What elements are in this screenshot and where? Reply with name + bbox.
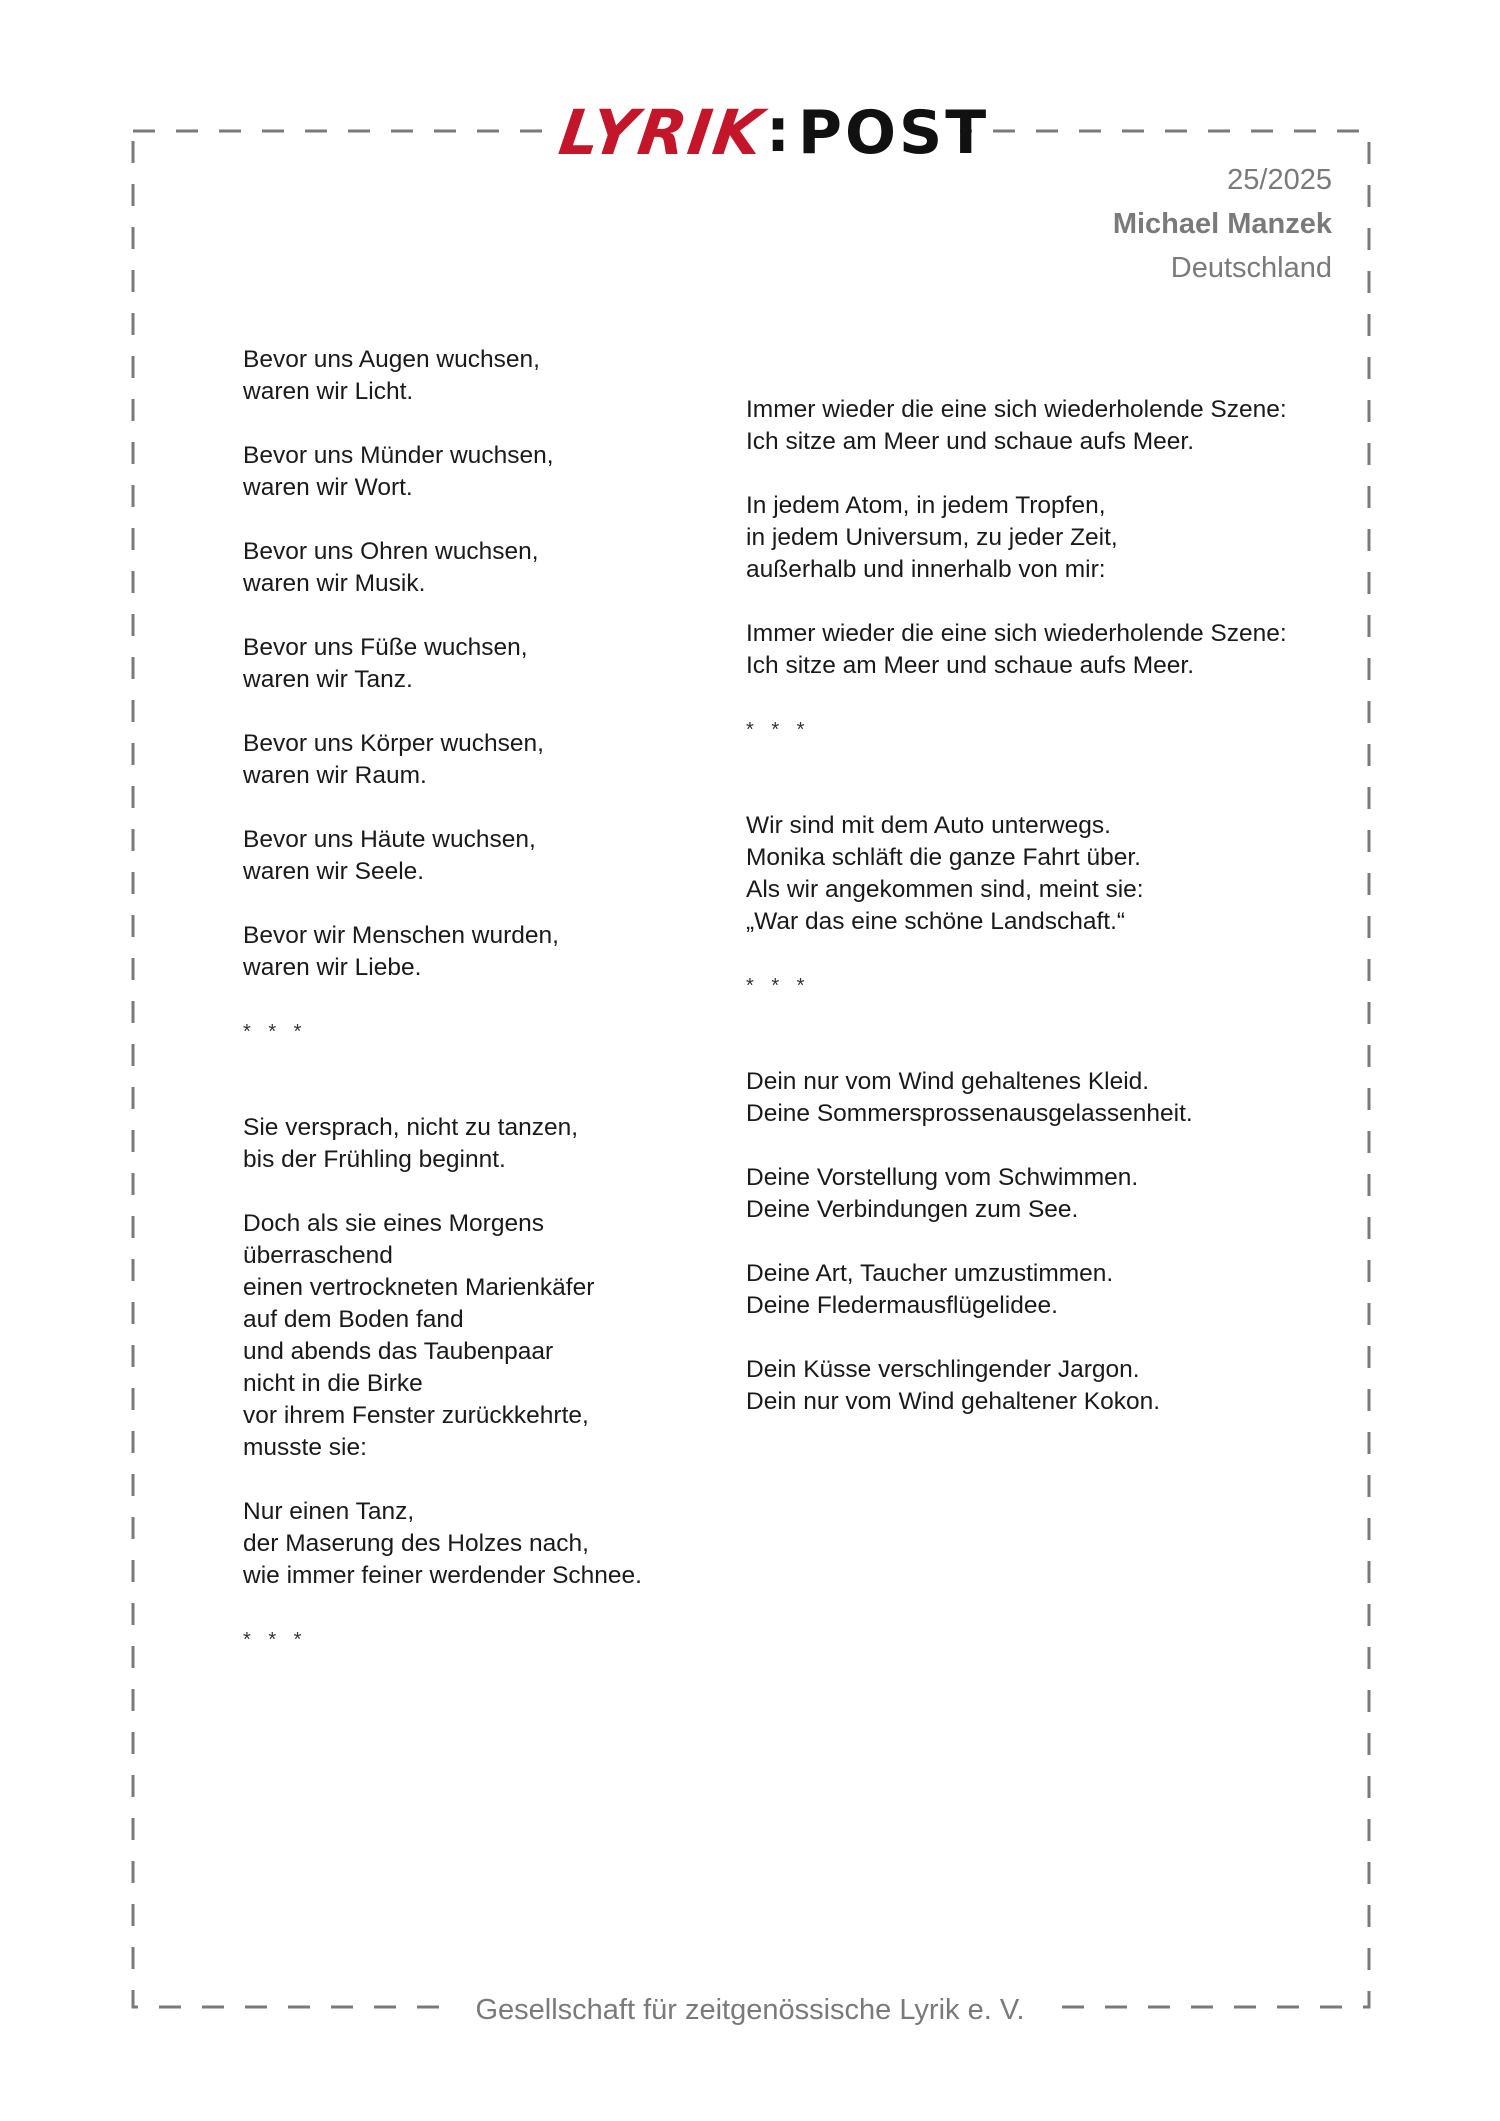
poem-stanza (746, 1354, 1346, 1418)
poem-stanza (243, 536, 713, 600)
poem-line: Deine Fledermausflügelidee. (746, 1292, 1058, 1319)
logo-post-text: POST (798, 98, 990, 168)
poem-stanza (746, 1258, 1346, 1322)
poem-line: Bevor uns Häute wuchsen, (243, 826, 536, 853)
poem-line: überraschend (243, 1242, 393, 1269)
poem-line: waren wir Licht. (243, 378, 414, 405)
poem-line: bis der Frühling beginnt. (243, 1146, 506, 1173)
poem-line: In jedem Atom, in jedem Tropfen, (746, 492, 1106, 519)
poem-line: Bevor uns Füße wuchsen, (243, 634, 528, 661)
poem-line: in jedem Universum, zu jeder Zeit, (746, 524, 1118, 551)
poem-line: der Maserung des Holzes nach, (243, 1530, 589, 1557)
poem-line: Ich sitze am Meer und schaue aufs Meer. (746, 652, 1195, 679)
footer (0, 1990, 1500, 2030)
poem-line: Dein nur vom Wind gehaltenes Kleid. (746, 1068, 1150, 1095)
issue-header (1113, 158, 1332, 290)
poem-stanza (746, 1162, 1346, 1226)
poem-stanza (243, 632, 713, 696)
poem-line: Deine Sommersprossenausgelassenheit. (746, 1100, 1193, 1127)
logo-colon: : (766, 96, 790, 166)
poem-line: „War das eine schöne Landschaft.“ (746, 908, 1126, 935)
poem-stanza (243, 728, 713, 792)
poem-line: waren wir Liebe. (243, 954, 422, 981)
poem-stanza (243, 824, 713, 888)
poem-stanza (243, 920, 713, 984)
poem-line: Deine Verbindungen zum See. (746, 1196, 1079, 1223)
logo-lyrik-text: LYRIK (554, 96, 769, 169)
poem-stanza (243, 1496, 713, 1592)
poem-stanza (243, 344, 713, 408)
poem-line: Dein Küsse verschlingender Jargon. (746, 1356, 1140, 1383)
poem-line: außerhalb und innerhalb von mir: (746, 556, 1106, 583)
poem-line: waren wir Tanz. (243, 666, 413, 693)
issue-number: 25/2025 (1227, 164, 1332, 196)
poem-line: Sie versprach, nicht zu tanzen, (243, 1114, 579, 1141)
stanza-separator: * * * (746, 719, 811, 741)
stanza-separator: * * * (243, 1629, 308, 1651)
lyrik-post-logo (554, 96, 990, 169)
poem-line: Dein nur vom Wind gehaltener Kokon. (746, 1388, 1160, 1415)
poem-line: Bevor uns Münder wuchsen, (243, 442, 554, 469)
stanza-separator: * * * (243, 1021, 308, 1043)
poem-stanza (746, 810, 1346, 938)
right-poem-column (746, 394, 1346, 1450)
poem-line: Bevor uns Augen wuchsen, (243, 346, 540, 373)
poem-line: einen vertrockneten Marienkäfer (243, 1274, 595, 1301)
poem-line: waren wir Raum. (243, 762, 427, 789)
poem-line: waren wir Musik. (243, 570, 426, 597)
poem-line: Deine Vorstellung vom Schwimmen. (746, 1164, 1139, 1191)
poem-stanza (746, 490, 1346, 586)
poem-line: Bevor wir Menschen wurden, (243, 922, 559, 949)
poem-line: waren wir Wort. (243, 474, 413, 501)
poem-line: Bevor uns Ohren wuchsen, (243, 538, 539, 565)
poem-line: Immer wieder die eine sich wiederholende Szene: (746, 620, 1287, 647)
poem-line: vor ihrem Fenster zurückkehrte, (243, 1402, 589, 1429)
poem-line: Ich sitze am Meer und schaue aufs Meer. (746, 428, 1195, 455)
poem-stanza (746, 394, 1346, 458)
poem-line: Wir sind mit dem Auto unterwegs. (746, 812, 1111, 839)
poem-line: Doch als sie eines Morgens (243, 1210, 544, 1237)
poem-stanza (243, 440, 713, 504)
poem-line: Deine Art, Taucher umzustimmen. (746, 1260, 1114, 1287)
poem-stanza (243, 1208, 713, 1464)
poem-line: Immer wieder die eine sich wiederholende Szene: (746, 396, 1287, 423)
poem-line: nicht in die Birke (243, 1370, 423, 1397)
poem-line: Als wir angekommen sind, meint sie: (746, 876, 1144, 903)
poem-stanza (746, 1066, 1346, 1130)
poem-line: waren wir Seele. (243, 858, 425, 885)
poem-stanza (746, 618, 1346, 682)
poem-line: Nur einen Tanz, (243, 1498, 415, 1525)
poem-line: wie immer feiner werdender Schnee. (243, 1562, 642, 1589)
poem-line: und abends das Taubenpaar (243, 1338, 554, 1365)
left-poem-column (243, 344, 713, 1720)
stanza-separator: * * * (746, 975, 811, 997)
poem-line: musste sie: (243, 1434, 367, 1461)
footer-society-name: Gesellschaft für zeitgenössische Lyrik e. V. (449, 1994, 1050, 2026)
poem-line: Monika schläft die ganze Fahrt über. (746, 844, 1141, 871)
author-name: Michael Manzek (1112, 208, 1332, 240)
poem-stanza (243, 1112, 713, 1176)
author-country: Deutschland (1170, 252, 1332, 284)
poem-line: auf dem Boden fand (243, 1306, 464, 1333)
poem-line: Bevor uns Körper wuchsen, (243, 730, 544, 757)
